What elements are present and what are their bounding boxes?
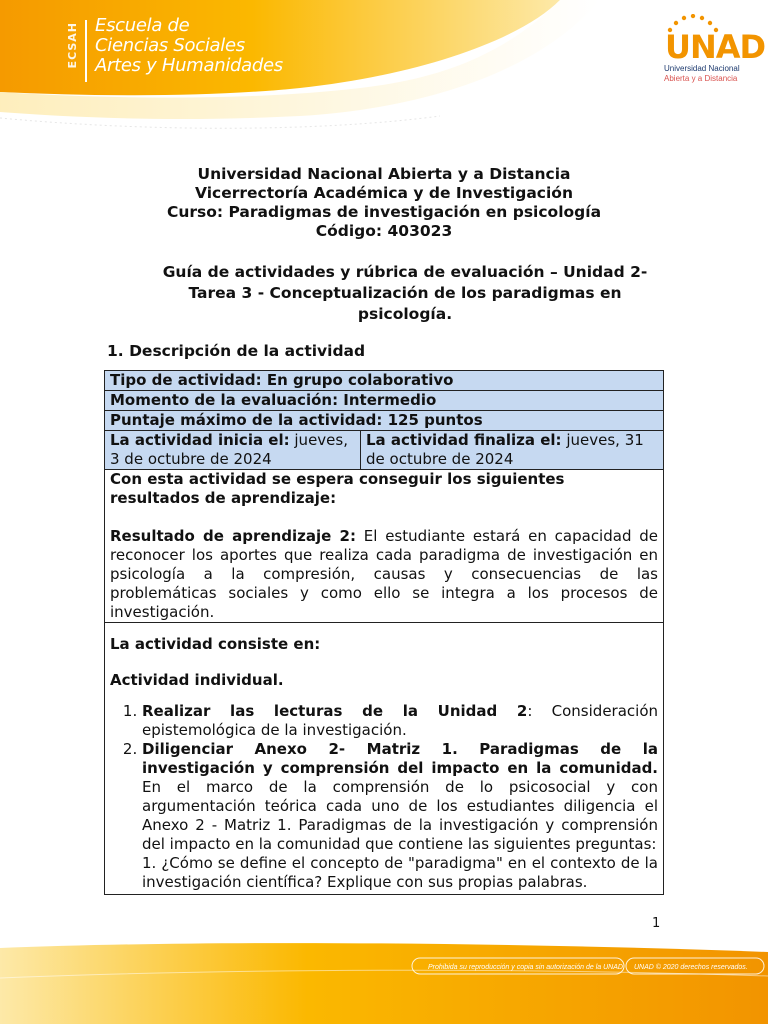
step-2-text: En el marco de la comprensión de lo psicosocial y con argumentación teórica cada uno de los estudiantes diligencia el Anexo 2 - Matriz 1. Paradigmas de la investigación y comprensión del impacto en la comunidad que contiene las siguientes preguntas:	[142, 778, 658, 853]
title-university: Universidad Nacional Abierta y a Distancia	[197, 165, 571, 183]
list-item	[142, 740, 658, 892]
learning-outcomes-heading: Con esta actividad se espera conseguir los siguientes resultados de aprendizaje:	[110, 470, 565, 507]
footer-swoosh	[0, 938, 768, 1024]
activity-type-cell: Tipo de actividad: En grupo colaborativo	[105, 371, 664, 391]
start-date-label: La actividad inicia el:	[110, 431, 290, 449]
start-date-value: jueves, 3 de octubre de 2024	[110, 431, 348, 468]
question-1: 1. ¿Cómo se define el concepto de "paradigma" en el contexto de la investigación científica? Explique con sus propias palabras.	[142, 854, 658, 891]
step-2-title: Diligenciar Anexo 2- Matriz 1. Paradigmas de la investigación y comprensión del impacto en la comunidad.	[142, 740, 658, 777]
title-vicerrectoria: Vicerrectoría Académica y de Investigación	[195, 184, 573, 202]
unad-subtitle-line-2: Abierta y a Distancia	[664, 74, 738, 83]
individual-activity-heading: Actividad individual.	[110, 671, 284, 689]
table-row	[105, 391, 664, 411]
learning-outcome-label: Resultado de aprendizaje 2:	[110, 527, 356, 545]
activity-steps-list	[110, 702, 658, 892]
school-name-line-3: Artes y Humanidades	[95, 55, 283, 76]
step-1-text: : Consideración epistemológica de la investigación.	[142, 702, 659, 739]
end-date-value: jueves, 31 de octubre de 2024	[366, 431, 644, 468]
school-name-line-2: Ciencias Sociales	[95, 35, 245, 56]
step-1-title: Realizar las lecturas de la Unidad 2	[142, 702, 528, 720]
unad-logo-text: UNAD	[665, 28, 766, 66]
title-code: Código: 403023	[315, 222, 453, 240]
list-item	[142, 702, 658, 740]
table-row	[105, 371, 664, 391]
table-row	[105, 470, 664, 623]
title-course: Curso: Paradigmas de investigación en psicología	[166, 203, 602, 221]
evaluation-moment-cell: Momento de la evaluación: Intermedio	[105, 391, 664, 411]
school-name-line-1: Escuela de	[95, 15, 190, 36]
activity-consists-heading: La actividad consiste en:	[110, 635, 321, 653]
end-date-label: La actividad finaliza el:	[366, 431, 562, 449]
school-logo	[66, 16, 283, 82]
unad-logo	[665, 28, 765, 66]
section-heading: 1. Descripción de la actividad	[107, 342, 366, 360]
ecsah-mark: ECSAH	[66, 22, 79, 69]
school-logo-divider	[85, 20, 87, 82]
max-score-cell: Puntaje máximo de la actividad: 125 puntos	[105, 411, 664, 431]
learning-outcome-2	[110, 527, 658, 622]
school-name	[95, 16, 283, 76]
footer-copy-notice: Prohibida su reproducción y copia sin autorización de la UNAD.	[428, 964, 625, 971]
end-date-cell	[361, 431, 664, 470]
footer-banner	[0, 938, 768, 1024]
footer-copyright: UNAD © 2020 derechos reservados.	[634, 964, 748, 971]
guide-title: Guía de actividades y rúbrica de evaluación – Unidad 2- Tarea 3 - Conceptualización de los paradigmas en psicología.	[162, 263, 648, 323]
learning-outcome-text: El estudiante estará en capacidad de reconocer los aportes que realiza cada paradigma de investigación en psicología a la compresión, causas y consecuencias de las problemáticas sociales y como ello se integra a los procesos de investigación.	[110, 527, 658, 621]
table-row	[105, 431, 664, 470]
table-row	[105, 623, 664, 895]
activity-description-cell	[105, 623, 664, 895]
learning-outcomes-cell	[105, 470, 664, 623]
activity-table	[104, 370, 664, 895]
page-number: 1	[652, 916, 661, 931]
start-date-cell	[105, 431, 361, 470]
table-row	[105, 411, 664, 431]
unad-subtitle	[664, 64, 764, 84]
unad-subtitle-line-1: Universidad Nacional	[664, 64, 740, 73]
document-title	[100, 165, 668, 241]
